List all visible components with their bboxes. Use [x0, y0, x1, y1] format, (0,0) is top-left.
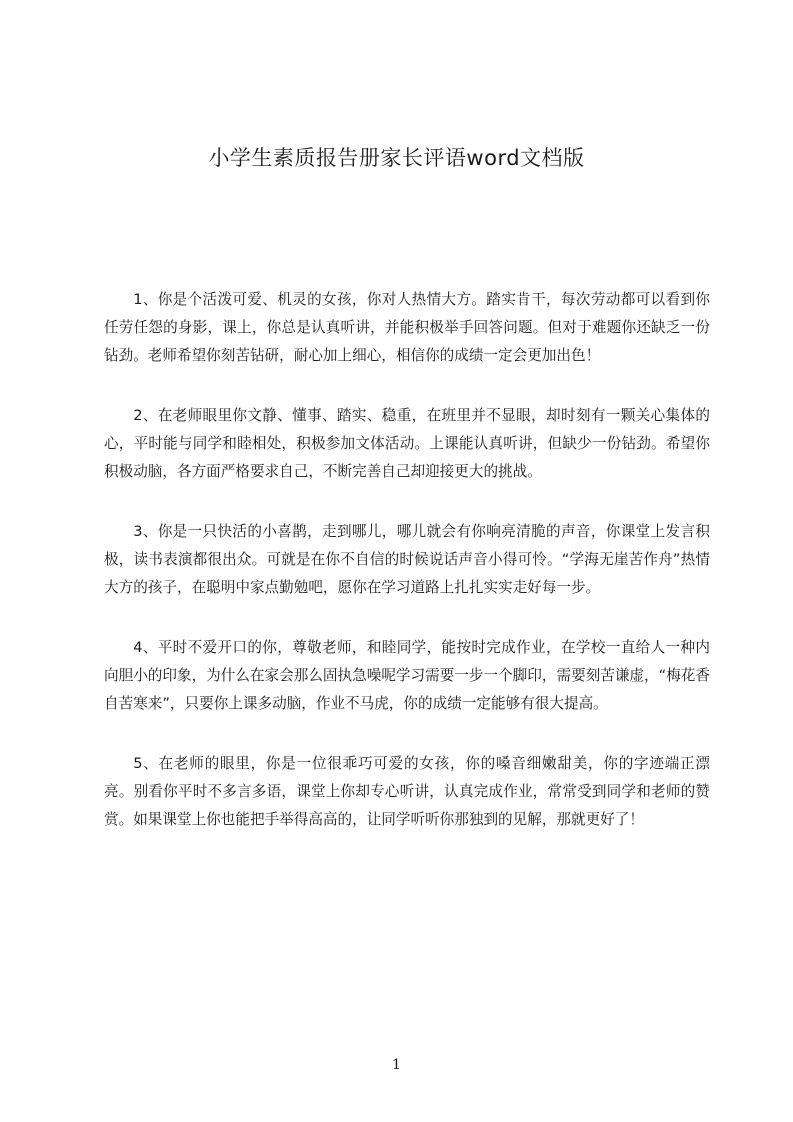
page-number: 1 — [392, 1057, 401, 1073]
paragraph-3: 3、你是一只快活的小喜鹊，走到哪儿，哪儿就会有你响亮清脆的声音，你课堂上发言积极，读书表演都很出众。可就是在你不自信的时候说话声音小得可怜。“学海无崖苦作舟”热情大方的孩子，在聪明中家点勤勉吧，愿你在学习道路上扎扎实实走好每一步。 — [104, 523, 710, 596]
paragraph-4: 4、平时不爱开口的你，尊敬老师，和睦同学，能按时完成作业，在学校一直给人一种内向胆小的印象，为什么在家会那么固执急噪呢学习需要一步一个脚印，需要刻苦谦虚，“梅花香自苦寒来”，只要你上课多动脑，作业不马虎，你的成绩一定能够有很大提高。 — [104, 639, 710, 712]
paragraph-1: 1、你是个活泼可爱、机灵的女孩，你对人热情大方。踏实肯干，每次劳动都可以看到你任劳任怨的身影，课上，你总是认真听讲，并能积极举手回答问题。但对于难题你还缺乏一份钻劲。老师希望你刻苦钻研，耐心加上细心，相信你的成绩一定会更加出色！ — [104, 291, 710, 364]
paragraph-2: 2、在老师眼里你文静、懂事、踏实、稳重，在班里并不显眼，却时刻有一颗关心集体的心，平时能与同学和睦相处，积极参加文体活动。上课能认真听讲，但缺少一份钻劲。希望你积极动脑，各方面严格要求自己，不断完善自己却迎接更大的挑战。 — [104, 407, 710, 480]
document-body — [104, 286, 710, 866]
paragraph-5: 5、在老师的眼里，你是一位很乖巧可爱的女孩，你的嗓音细嫩甜美，你的字迹端正漂亮。别看你平时不多言多语，课堂上你却专心听讲，认真完成作业，常常受到同学和老师的赞赏。如果课堂上你也能把手举得高高的，让同学听听你那独到的见解，那就更好了！ — [104, 755, 710, 828]
document-title: 小学生素质报告册家长评语word文档版 — [208, 146, 585, 170]
